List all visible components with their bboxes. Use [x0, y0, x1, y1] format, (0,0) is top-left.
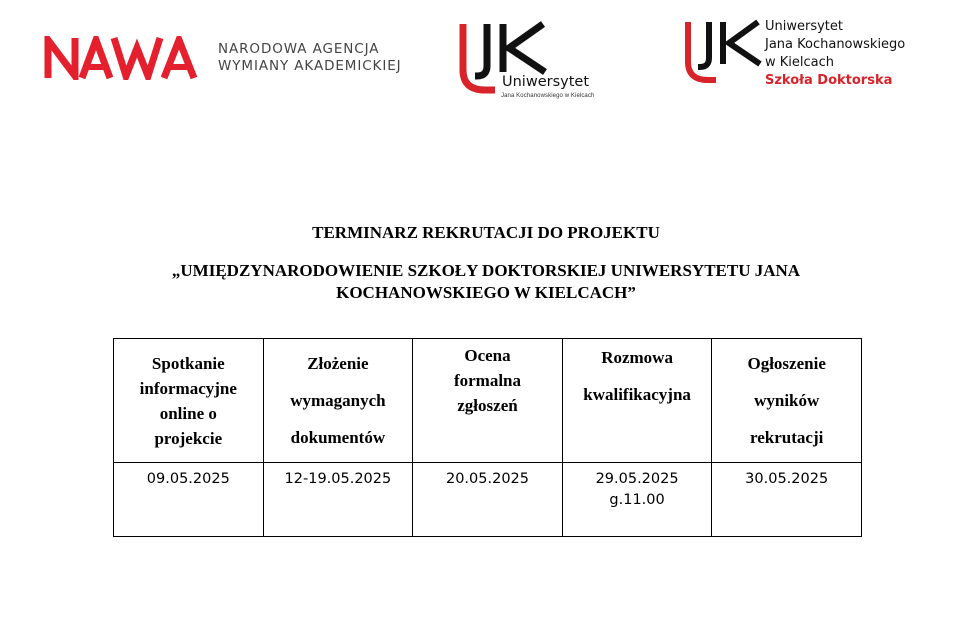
header-results-announcement: [712, 339, 862, 463]
nawa-name-line-2: WYMIANY AKADEMICKIEJ: [218, 58, 402, 74]
header-cell-line: informacyjne: [139, 378, 237, 398]
header-cell-line: Rozmowa: [601, 348, 673, 367]
header-info-meeting: [114, 339, 264, 463]
header-cell-line: projekcie: [154, 428, 223, 448]
ujk-doctoral-line-2: Jana Kochanowskiego: [765, 37, 906, 52]
date-value: 30.05.2025: [745, 471, 829, 487]
nawa-logo-icon: [44, 36, 206, 80]
header-cell-line: wymaganych: [290, 391, 386, 410]
date-value: 29.05.2025: [595, 471, 679, 487]
date-value: 12-19.05.2025: [284, 471, 392, 487]
header-cell-line: online o: [159, 403, 217, 423]
header-cell-line: zgłoszeń: [457, 396, 518, 415]
table-row: [114, 463, 862, 537]
date-qualification-interview: [562, 463, 712, 537]
ujk-university-logo: [455, 20, 595, 102]
ujk-doctoral-text: [765, 18, 905, 90]
header-cell-line: Złożenie: [307, 354, 369, 373]
date-info-meeting: [114, 463, 264, 537]
time-value: g.11.00: [609, 492, 665, 508]
header-cell-line: rekrutacji: [750, 428, 824, 447]
header-cell-line: formalna: [453, 371, 521, 390]
document-title: TERMINARZ REKRUTACJI DO PROJEKTU: [312, 223, 660, 242]
project-name: [0, 260, 972, 304]
ujk-doctoral-line-3: w Kielcach: [765, 55, 835, 70]
header-cell-line: Spotkanie: [151, 353, 225, 373]
ujk-doctoral-school-name: Szkoła Doktorska: [765, 73, 893, 88]
project-name-line-1: „UMIĘDZYNARODOWIENIE SZKOŁY DOKTORSKIEJ UNIWERSYTETU JANA: [171, 261, 801, 280]
recruitment-schedule-table: [113, 338, 862, 537]
date-results-announcement: [712, 463, 862, 537]
header-cell-line: dokumentów: [290, 428, 386, 447]
header-cell-line: Ocena: [464, 346, 511, 365]
project-name-line-2: KOCHANOWSKIEGO W KIELCACH”: [336, 283, 636, 302]
nawa-logo: [44, 36, 402, 80]
nawa-name-line-1: NARODOWA AGENCJA: [218, 41, 380, 57]
ujk-university-name: Uniwersytet: [502, 74, 589, 90]
ujk-doctoral-mark-icon: [682, 18, 762, 90]
date-formal-evaluation: [413, 463, 563, 537]
date-value: 20.05.2025: [445, 471, 529, 487]
date-document-submission: [263, 463, 413, 537]
ujk-doctoral-line-1: Uniwersytet: [765, 19, 843, 34]
header-formal-evaluation: [413, 339, 563, 463]
ujk-doctoral-school-logo: [682, 18, 912, 90]
header-document-submission: [263, 339, 413, 463]
header-cell-line: Ogłoszenie: [747, 354, 826, 373]
table-header-row: [114, 339, 862, 463]
ujk-university-subname: Jana Kochanowskiego w Kielcach: [501, 93, 595, 99]
date-value: 09.05.2025: [146, 471, 230, 487]
nawa-name: [218, 41, 402, 75]
header-qualification-interview: [562, 339, 712, 463]
header-cell-line: kwalifikacyjna: [583, 385, 691, 404]
header-cell-line: wyników: [754, 391, 820, 410]
